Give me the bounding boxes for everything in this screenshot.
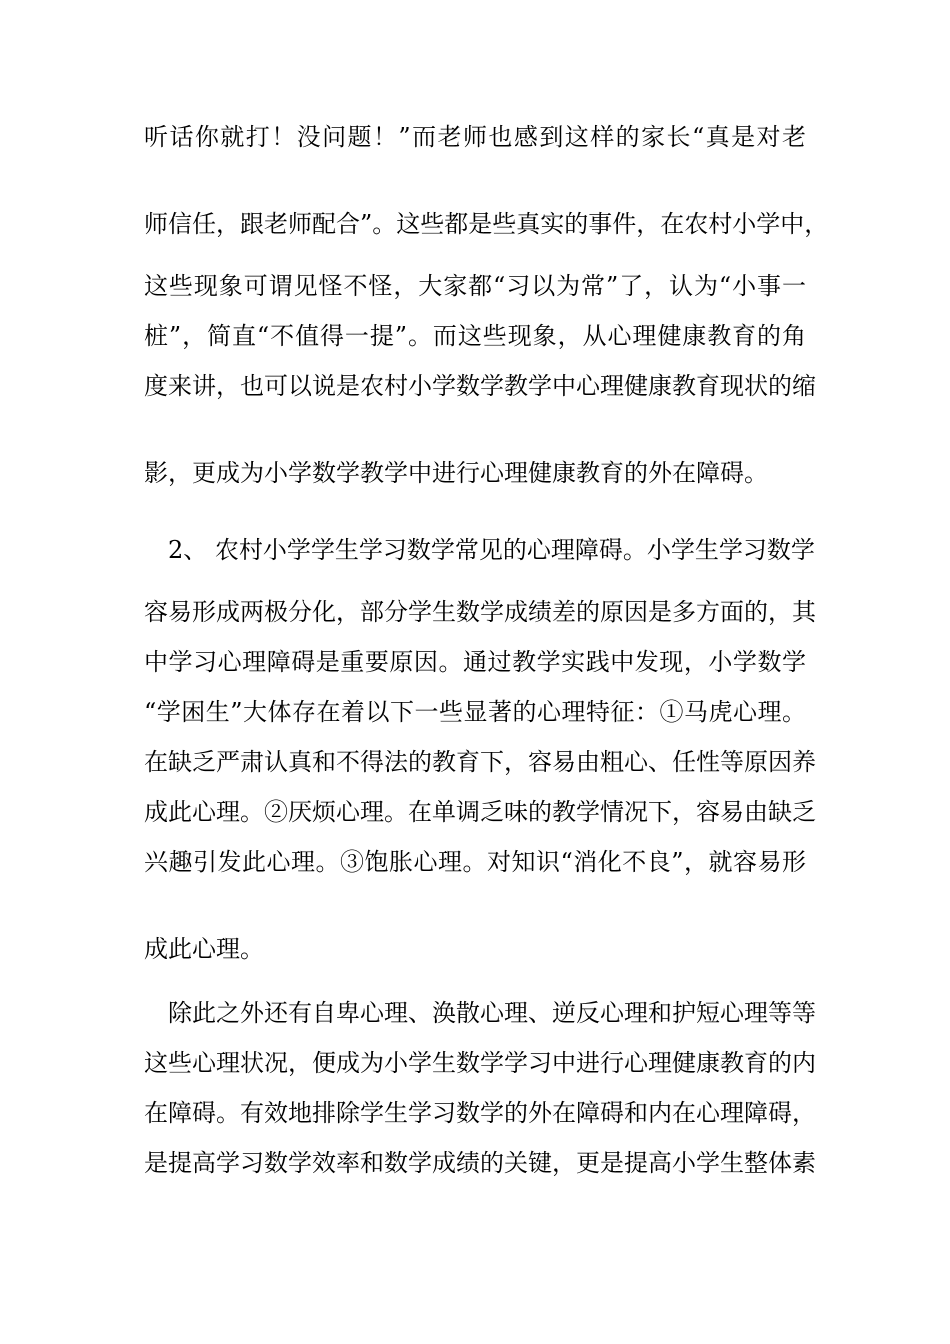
text-line: 在障碍。有效地排除学生学习数学的外在障碍和内在心理障碍， (144, 1099, 816, 1127)
text-line: “学困生”大体存在着以下一些显著的心理特征：①马虎心理。 (144, 698, 806, 726)
text-line: 成此心理。 (144, 935, 264, 963)
text-line: 兴趣引发此心理。③饱胀心理。对知识“消化不良”，就容易形 (144, 848, 806, 876)
text-line: 这些心理状况，便成为小学生数学学习中进行心理健康教育的内 (144, 1049, 816, 1077)
text-line: 度来讲，也可以说是农村小学数学教学中心理健康教育现状的缩 (144, 372, 816, 400)
text-line-section-heading: 2、 农村小学学生学习数学常见的心理障碍。小学生学习数学 (168, 536, 815, 564)
text-line: 影，更成为小学数学教学中进行心理健康教育的外在障碍。 (144, 459, 768, 487)
text-line: 桩”，简直“不值得一提”。而这些现象，从心理健康教育的角 (144, 322, 806, 350)
text-line: 听话你就打！没问题！”而老师也感到这样的家长“真是对老 (144, 123, 806, 151)
text-line: 成此心理。②厌烦心理。在单调乏味的教学情况下，容易由缺乏 (144, 798, 816, 826)
text-line: 容易形成两极分化，部分学生数学成绩差的原因是多方面的，其 (144, 598, 816, 626)
text-line: 在缺乏严肃认真和不得法的教育下，容易由粗心、任性等原因养 (144, 748, 816, 776)
text-line: 中学习心理障碍是重要原因。通过教学实践中发现，小学数学 (144, 648, 806, 676)
text-line: 师信任，跟老师配合”。这些都是些真实的事件，在农村小学中， (144, 210, 829, 238)
text-line: 除此之外还有自卑心理、涣散心理、逆反心理和护短心理等等 (168, 999, 816, 1027)
text-line: 是提高学习数学效率和数学成绩的关键，更是提高小学生整体素 (144, 1149, 816, 1177)
text-line: 这些现象可谓见怪不怪，大家都“习以为常”了，认为“小事一 (144, 272, 806, 300)
